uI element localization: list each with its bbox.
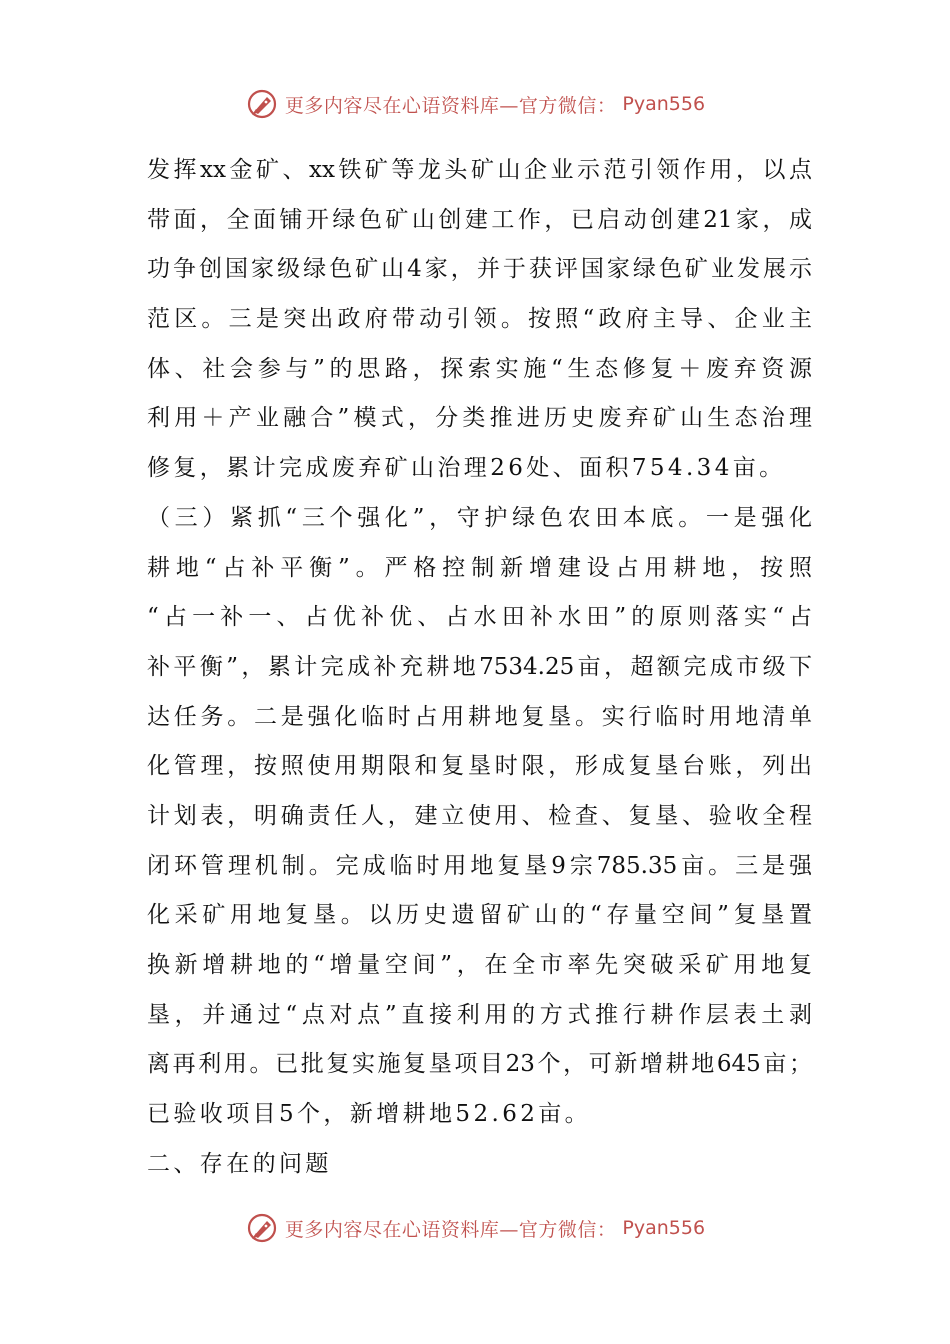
text-line: 计划表，明确责任人，建立使用、检查、复垦、验收全程 xyxy=(147,802,812,829)
document-body xyxy=(147,146,812,1189)
text-line: 达任务。二是强化临时占用耕地复垦。实行临时用地清单 xyxy=(147,703,812,730)
text-line: 修复，累计完成废弃矿山治理26处、面积754.34亩。 xyxy=(147,455,786,482)
text-line: 功争创国家级绿色矿山4家，并于获评国家绿色矿业发展示 xyxy=(147,256,812,283)
text-line: 离再利用。已批复实施复垦项目23个，可新增耕地645亩； xyxy=(147,1051,812,1078)
pen-nib-logo-icon xyxy=(245,1211,279,1245)
text-line: 范区。三是突出政府带动引领。按照“政府主导、企业主 xyxy=(147,306,812,333)
text-line: 化采矿用地复垦。以历史遗留矿山的“存量空间”复垦置 xyxy=(147,902,812,929)
text-line: 化管理，按照使用期限和复垦时限，形成复垦台账，列出 xyxy=(147,753,812,780)
text-line: 发挥xx金矿、xx铁矿等龙头矿山企业示范引领作用，以点 xyxy=(147,157,812,183)
watermark-text: 更多内容尽在心语资料库—官方微信： xyxy=(284,1218,617,1241)
text-line: 垦，并通过“点对点”直接利用的方式推行耕作层表土剥 xyxy=(147,1001,812,1028)
section-heading-line: （三）紧抓“三个强化”，守护绿色农田本底。一是强化 xyxy=(147,504,812,531)
watermark-header xyxy=(0,84,950,124)
text-line: “占一补一、占优补优、占水田补水田”的原则落实“占 xyxy=(147,604,812,631)
pen-nib-logo-icon xyxy=(245,87,279,121)
text-line: 补平衡”，累计完成补充耕地7534.25亩，超额完成市级下 xyxy=(147,653,812,680)
watermark-wechat-id: Pyan556 xyxy=(622,93,706,115)
text-line: 闭环管理机制。完成临时用地复垦9宗785.35亩。三是强 xyxy=(147,852,812,879)
watermark-footer xyxy=(0,1208,950,1248)
text-line: 换新增耕地的“增量空间”，在全市率先突破采矿用地复 xyxy=(147,952,812,978)
text-line: 已验收项目5个，新增耕地52.62亩。 xyxy=(147,1101,592,1128)
text-line: 耕地“占补平衡”。严格控制新增建设占用耕地，按照 xyxy=(147,554,812,581)
section-heading: 二、存在的问题 xyxy=(147,1150,332,1177)
watermark-text: 更多内容尽在心语资料库—官方微信： xyxy=(284,94,617,117)
watermark-wechat-id: Pyan556 xyxy=(622,1217,706,1239)
text-line: 带面，全面铺开绿色矿山创建工作，已启动创建21家，成 xyxy=(147,206,812,233)
text-line: 利用＋产业融合”模式，分类推进历史废弃矿山生态治理 xyxy=(147,405,812,432)
text-line: 体、社会参与”的思路，探索实施“生态修复＋废弃资源 xyxy=(147,355,812,382)
